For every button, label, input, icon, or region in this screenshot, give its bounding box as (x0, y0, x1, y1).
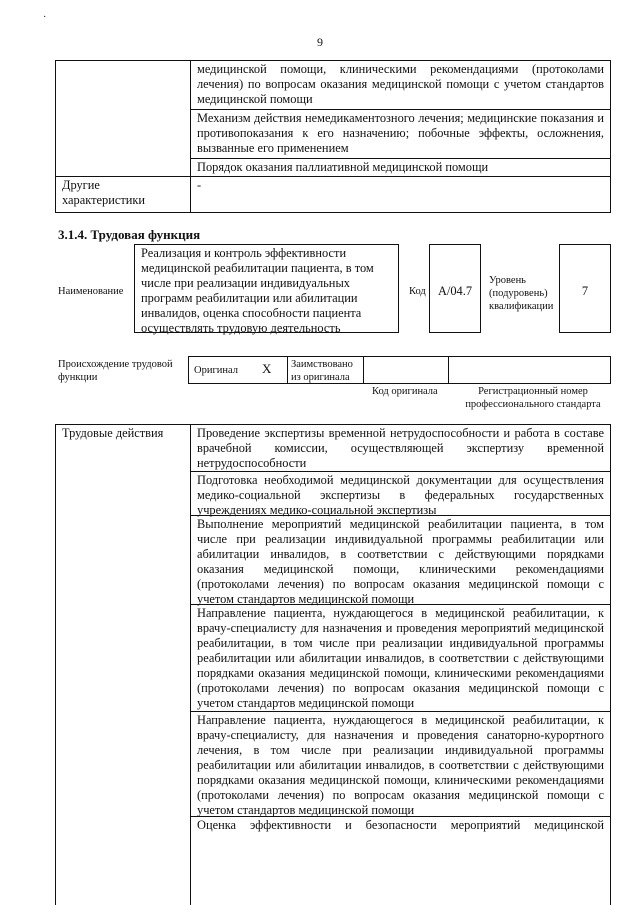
actions-label: Трудовые действия (62, 426, 164, 440)
name-label: Наименование (58, 286, 124, 297)
origin-label: Происхождение трудовой функции (58, 359, 173, 383)
knowledge-row: Порядок оказания паллиативной медицинской помощи (197, 160, 489, 174)
section-title: 3.1.4. Трудовая функция (58, 227, 201, 242)
function-name: Реализация и контроль эффективности медицинской реабилитации пациента, в том числе при реализации индивидуальных программ реабилитации или абилитации инвалидов, оценка способности пациента осуществлять трудовую деятельность (141, 246, 374, 335)
action-item: Направление пациента, нуждающегося в медицинской реабилитации, к врачу-специалисту для назначения и проведения мероприятий медицинской реабилитации, в том числе при реализации индивидуальной программы реабилитации или абилитации инвалидов, в соответствии с действующими порядками оказания медицинской помощи, клиническими рекомендациями (протоколами лечения) по вопросам оказания медицинской помощи с учетом стандартов медицинской помощи (197, 606, 604, 710)
action-item: Проведение экспертизы временной нетрудоспособности и работа в составе врачебной комиссии, осуществляющей экспертизу временной нетрудоспособности (197, 426, 604, 470)
action-item: Оценка эффективности и безопасности мероприятий медицинской (197, 818, 604, 832)
registration-number-caption: Регистрационный номер профессионального стандарта (465, 386, 601, 410)
borrowed-label: Заимствовано из оригинала (291, 359, 353, 383)
level-value: 7 (581, 284, 589, 298)
original-label: Оригинал (194, 365, 238, 376)
action-item: Выполнение мероприятий медицинской реабилитации пациента, в том числе при реализации индивидуальной программы реабилитации или абилитации инвалидов, в соответствии с действующими порядками оказания медицинской помощи, клиническими рекомендациями (протоколами лечения) по вопросам оказания медицинской помощи с учетом стандартов медицинской помощи (197, 517, 604, 606)
scan-speck: · (43, 12, 47, 23)
page-number: 9 (317, 35, 323, 49)
other-characteristics-value: - (197, 178, 202, 192)
other-characteristics-label: Другие характеристики (62, 178, 146, 207)
action-item: Подготовка необходимой медицинской документации для осуществления медико-социальной экспертизы в федеральных государственных учреждениях медико-социальной экспертизы (197, 473, 604, 517)
original-code-caption: Код оригинала (372, 386, 438, 397)
code-label: Код (409, 286, 426, 297)
knowledge-row: медицинской помощи, клиническими рекомендациями (протоколами лечения) по вопросам оказания медицинской помощи с учетом стандартов медицинской помощи (197, 62, 604, 106)
level-label: Уровень (подуровень) квалификации (489, 275, 554, 312)
original-mark: X (262, 361, 272, 376)
knowledge-row: Механизм действия немедикаментозного лечения; медицинские показания и противопоказания к его назначению; побочные эффекты, осложнения, вызванные его применением (197, 111, 604, 155)
code-value: A/04.7 (437, 284, 473, 298)
action-item: Направление пациента, нуждающегося в медицинской реабилитации, к врачу-специалисту, для назначения и проведения санаторно-курортного лечения, в том числе при реализации индивидуальной программы реабилитации или абилитации инвалидов, в соответствии с действующими порядками оказания медицинской помощи, клиническими рекомендациями (протоколами лечения) по вопросам оказания медицинской помощи с учетом стандартов медицинской помощи (197, 713, 604, 817)
